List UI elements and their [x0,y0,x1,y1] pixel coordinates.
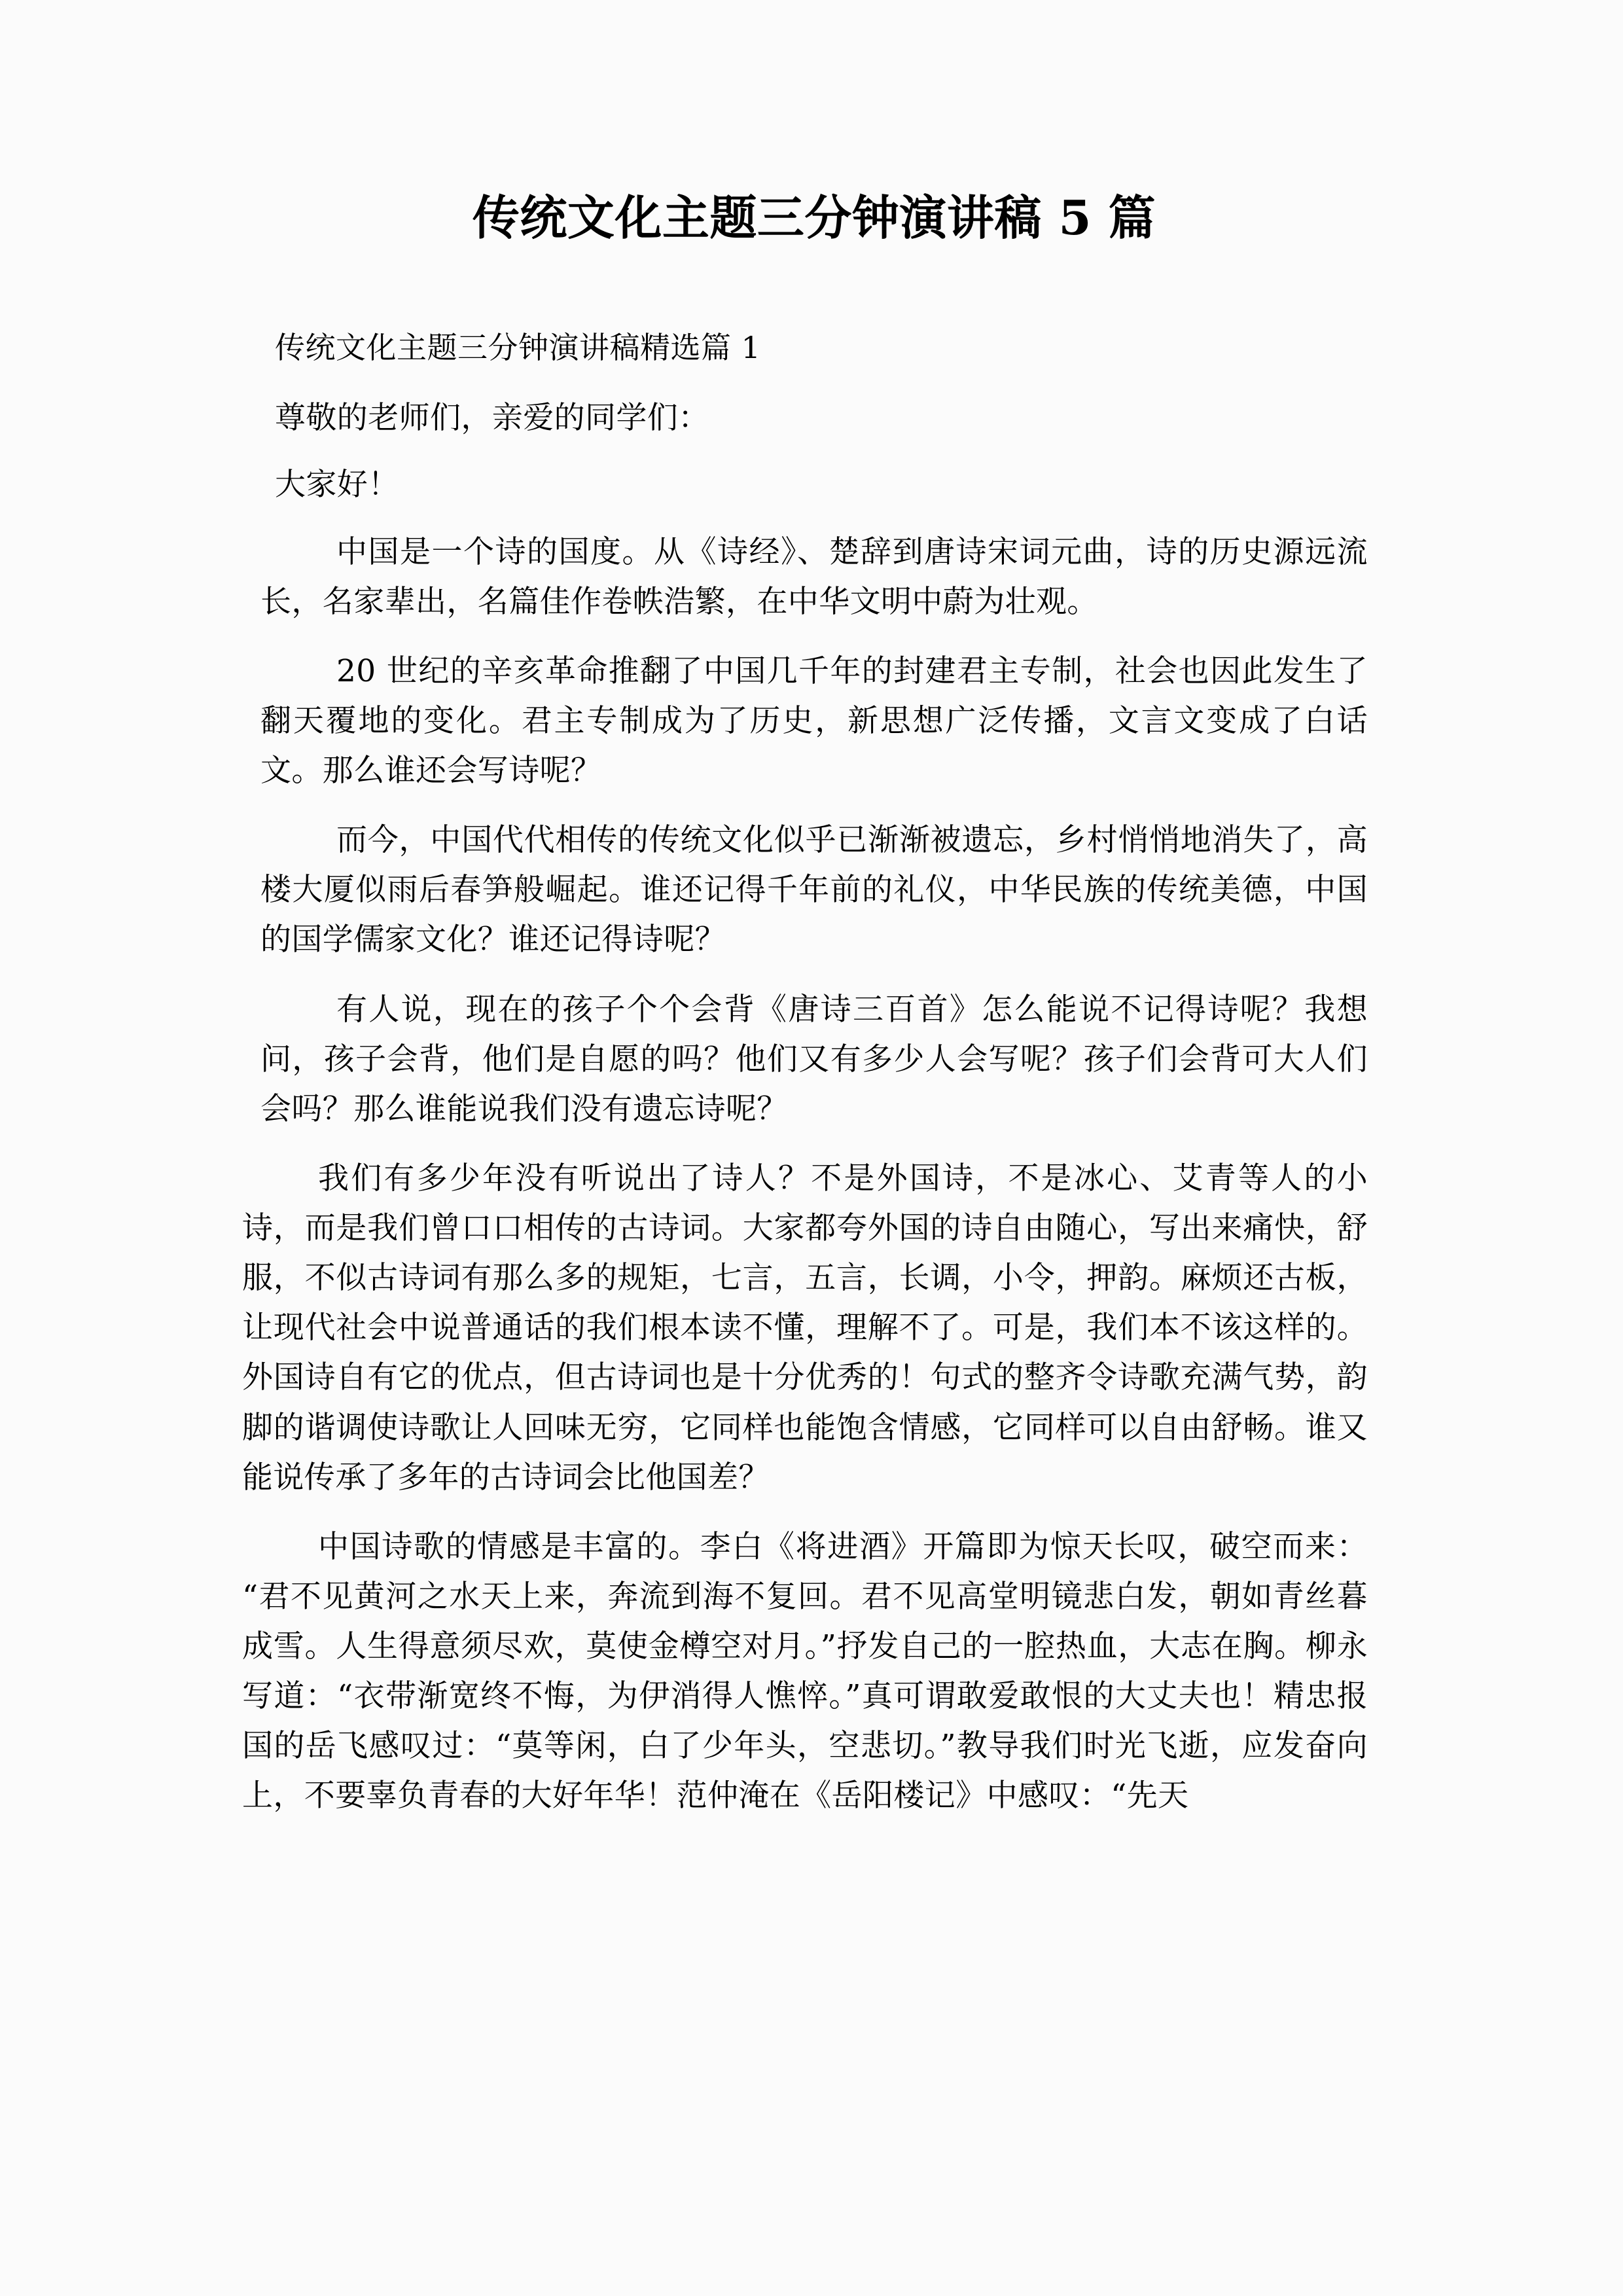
content-column [242,0,1368,1841]
body-paragraph: 我们有多少年没有听说出了诗人？不是外国诗，不是冰心、艾青等人的小诗，而是我们曾口口相传的古诗词。大家都夸外国的诗自由随心，写出来痛快，舒服，不似古诗词有那么多的规矩，七言，五言，长调，小令，押韵。麻烦还古板，让现代社会中说普通话的我们根本读不懂，理解不了。可是，我们本不该这样的。外国诗自有它的优点，但古诗词也是十分优秀的！句式的整齐令诗歌充满气势，韵脚的谐调使诗歌让人回味无穷，它同样也能饱含情感，它同样可以自由舒畅。谁又能说传承了多年的古诗词会比他国差？ [242,1160,1368,1496]
salutation-line: 尊敬的老师们，亲爱的同学们： [275,400,709,437]
greeting-line: 大家好！ [275,467,399,503]
body-paragraph: 中国诗歌的情感是丰富的。李白《将进酒》开篇即为惊天长叹，破空而来：“君不见黄河之水天上来，奔流到海不复回。君不见高堂明镜悲白发，朝如青丝暮成雪。人生得意须尽欢，莫使金樽空对月。”抒发自己的一腔热血，大志在胸。柳永写道：“衣带渐宽终不悔，为伊消得人憔悴。”真可谓敢爱敢恨的大丈夫也！精忠报国的岳飞感叹过：“莫等闲，白了少年头，空悲切。”教导我们时光飞逝，应发奋向上，不要辜负青春的大好年华！范仲淹在《岳阳楼记》中感叹：“先天 [242,1528,1368,1814]
document-body [242,325,1368,1821]
body-paragraph: 而今，中国代代相传的传统文化似乎已渐渐被遗忘，乡村悄悄地消失了，高楼大厦似雨后春笋般崛起。谁还记得千年前的礼仪，中华民族的传统美德，中国的国学儒家文化？谁还记得诗呢？ [260,822,1368,958]
body-paragraph: 20 世纪的辛亥革命推翻了中国几千年的封建君主专制，社会也因此发生了翻天覆地的变化。君主专制成为了历史，新思想广泛传播，文言文变成了白话文。那么谁还会写诗呢？ [260,653,1368,789]
page-title: 传统文化主题三分钟演讲稿 5 篇 [472,190,1156,245]
body-paragraph: 中国是一个诗的国度。从《诗经》、楚辞到唐诗宋词元曲，诗的历史源远流长，名家辈出，名篇佳作卷帙浩繁，在中华文明中蔚为壮观。 [260,533,1368,620]
section-label: 传统文化主题三分钟演讲稿精选篇 1 [275,330,761,365]
body-paragraph: 有人说，现在的孩子个个会背《唐诗三百首》怎么能说不记得诗呢？我想问，孩子会背，他们是自愿的吗？他们又有多少人会写呢？孩子们会背可大人们会吗？那么谁能说我们没有遗忘诗呢？ [260,991,1368,1127]
